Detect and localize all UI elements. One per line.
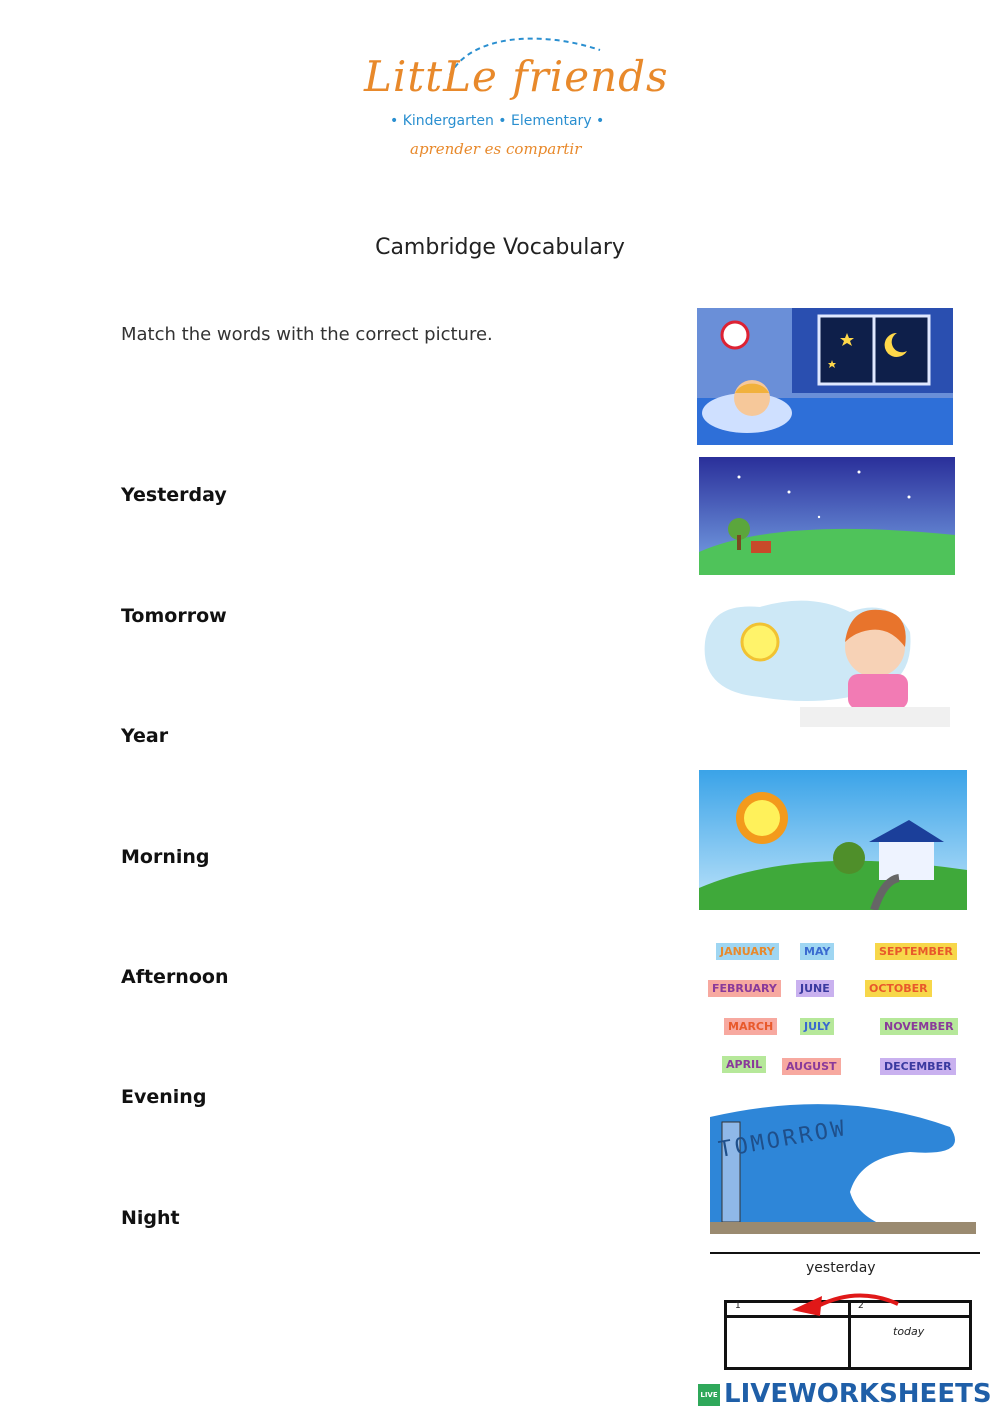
calendar-today: today xyxy=(893,1325,925,1338)
logo-brand: LittLe friends xyxy=(364,52,669,101)
wave-text: TOMORROW xyxy=(716,1115,850,1164)
logo-tagline: • Kindergarten • Elementary • xyxy=(390,113,605,129)
picture-afternoon[interactable] xyxy=(699,770,967,910)
picture-tomorrow[interactable] xyxy=(710,1097,976,1234)
month-label: JANUARY xyxy=(716,943,779,960)
red-arrow xyxy=(788,1290,918,1320)
picture-morning[interactable] xyxy=(700,592,956,727)
calendar-top-line xyxy=(710,1252,980,1254)
month-label: NOVEMBER xyxy=(880,1018,958,1035)
picture-yesterday[interactable] xyxy=(710,1250,980,1375)
live-badge: LIVE xyxy=(698,1384,720,1406)
month-label: AUGUST xyxy=(782,1058,841,1075)
word-night[interactable]: Night xyxy=(121,1207,180,1229)
footer-brand: LIVEWORKSHEETS xyxy=(724,1379,992,1409)
word-year[interactable]: Year xyxy=(121,725,169,747)
picture-evening[interactable] xyxy=(699,457,955,575)
word-morning[interactable]: Morning xyxy=(121,846,210,868)
month-label: FEBRUARY xyxy=(708,980,781,997)
logo-motto: aprender es compartir xyxy=(410,140,582,158)
school-logo xyxy=(360,30,669,165)
word-afternoon[interactable]: Afternoon xyxy=(121,966,229,988)
picture-night[interactable] xyxy=(697,308,953,445)
instruction-text: Match the words with the correct picture. xyxy=(121,324,493,345)
month-label: SEPTEMBER xyxy=(875,943,957,960)
month-label: DECEMBER xyxy=(880,1058,956,1075)
word-yesterday[interactable]: Yesterday xyxy=(121,484,227,506)
month-label: APRIL xyxy=(722,1056,766,1073)
month-label: JUNE xyxy=(796,980,834,997)
month-label: JULY xyxy=(800,1018,834,1035)
page-title: Cambridge Vocabulary xyxy=(375,235,625,260)
word-tomorrow[interactable]: Tomorrow xyxy=(121,605,227,627)
word-evening[interactable]: Evening xyxy=(121,1086,207,1108)
liveworksheets-footer xyxy=(698,1378,998,1410)
picture-year[interactable] xyxy=(700,933,975,1083)
calendar-cell-2: 2 xyxy=(858,1301,864,1311)
month-label: MAY xyxy=(800,943,834,960)
month-label: MARCH xyxy=(724,1018,777,1035)
calendar-cell-1: 1 xyxy=(735,1301,741,1311)
month-label: OCTOBER xyxy=(865,980,932,997)
calendar-title: yesterday xyxy=(806,1260,876,1276)
